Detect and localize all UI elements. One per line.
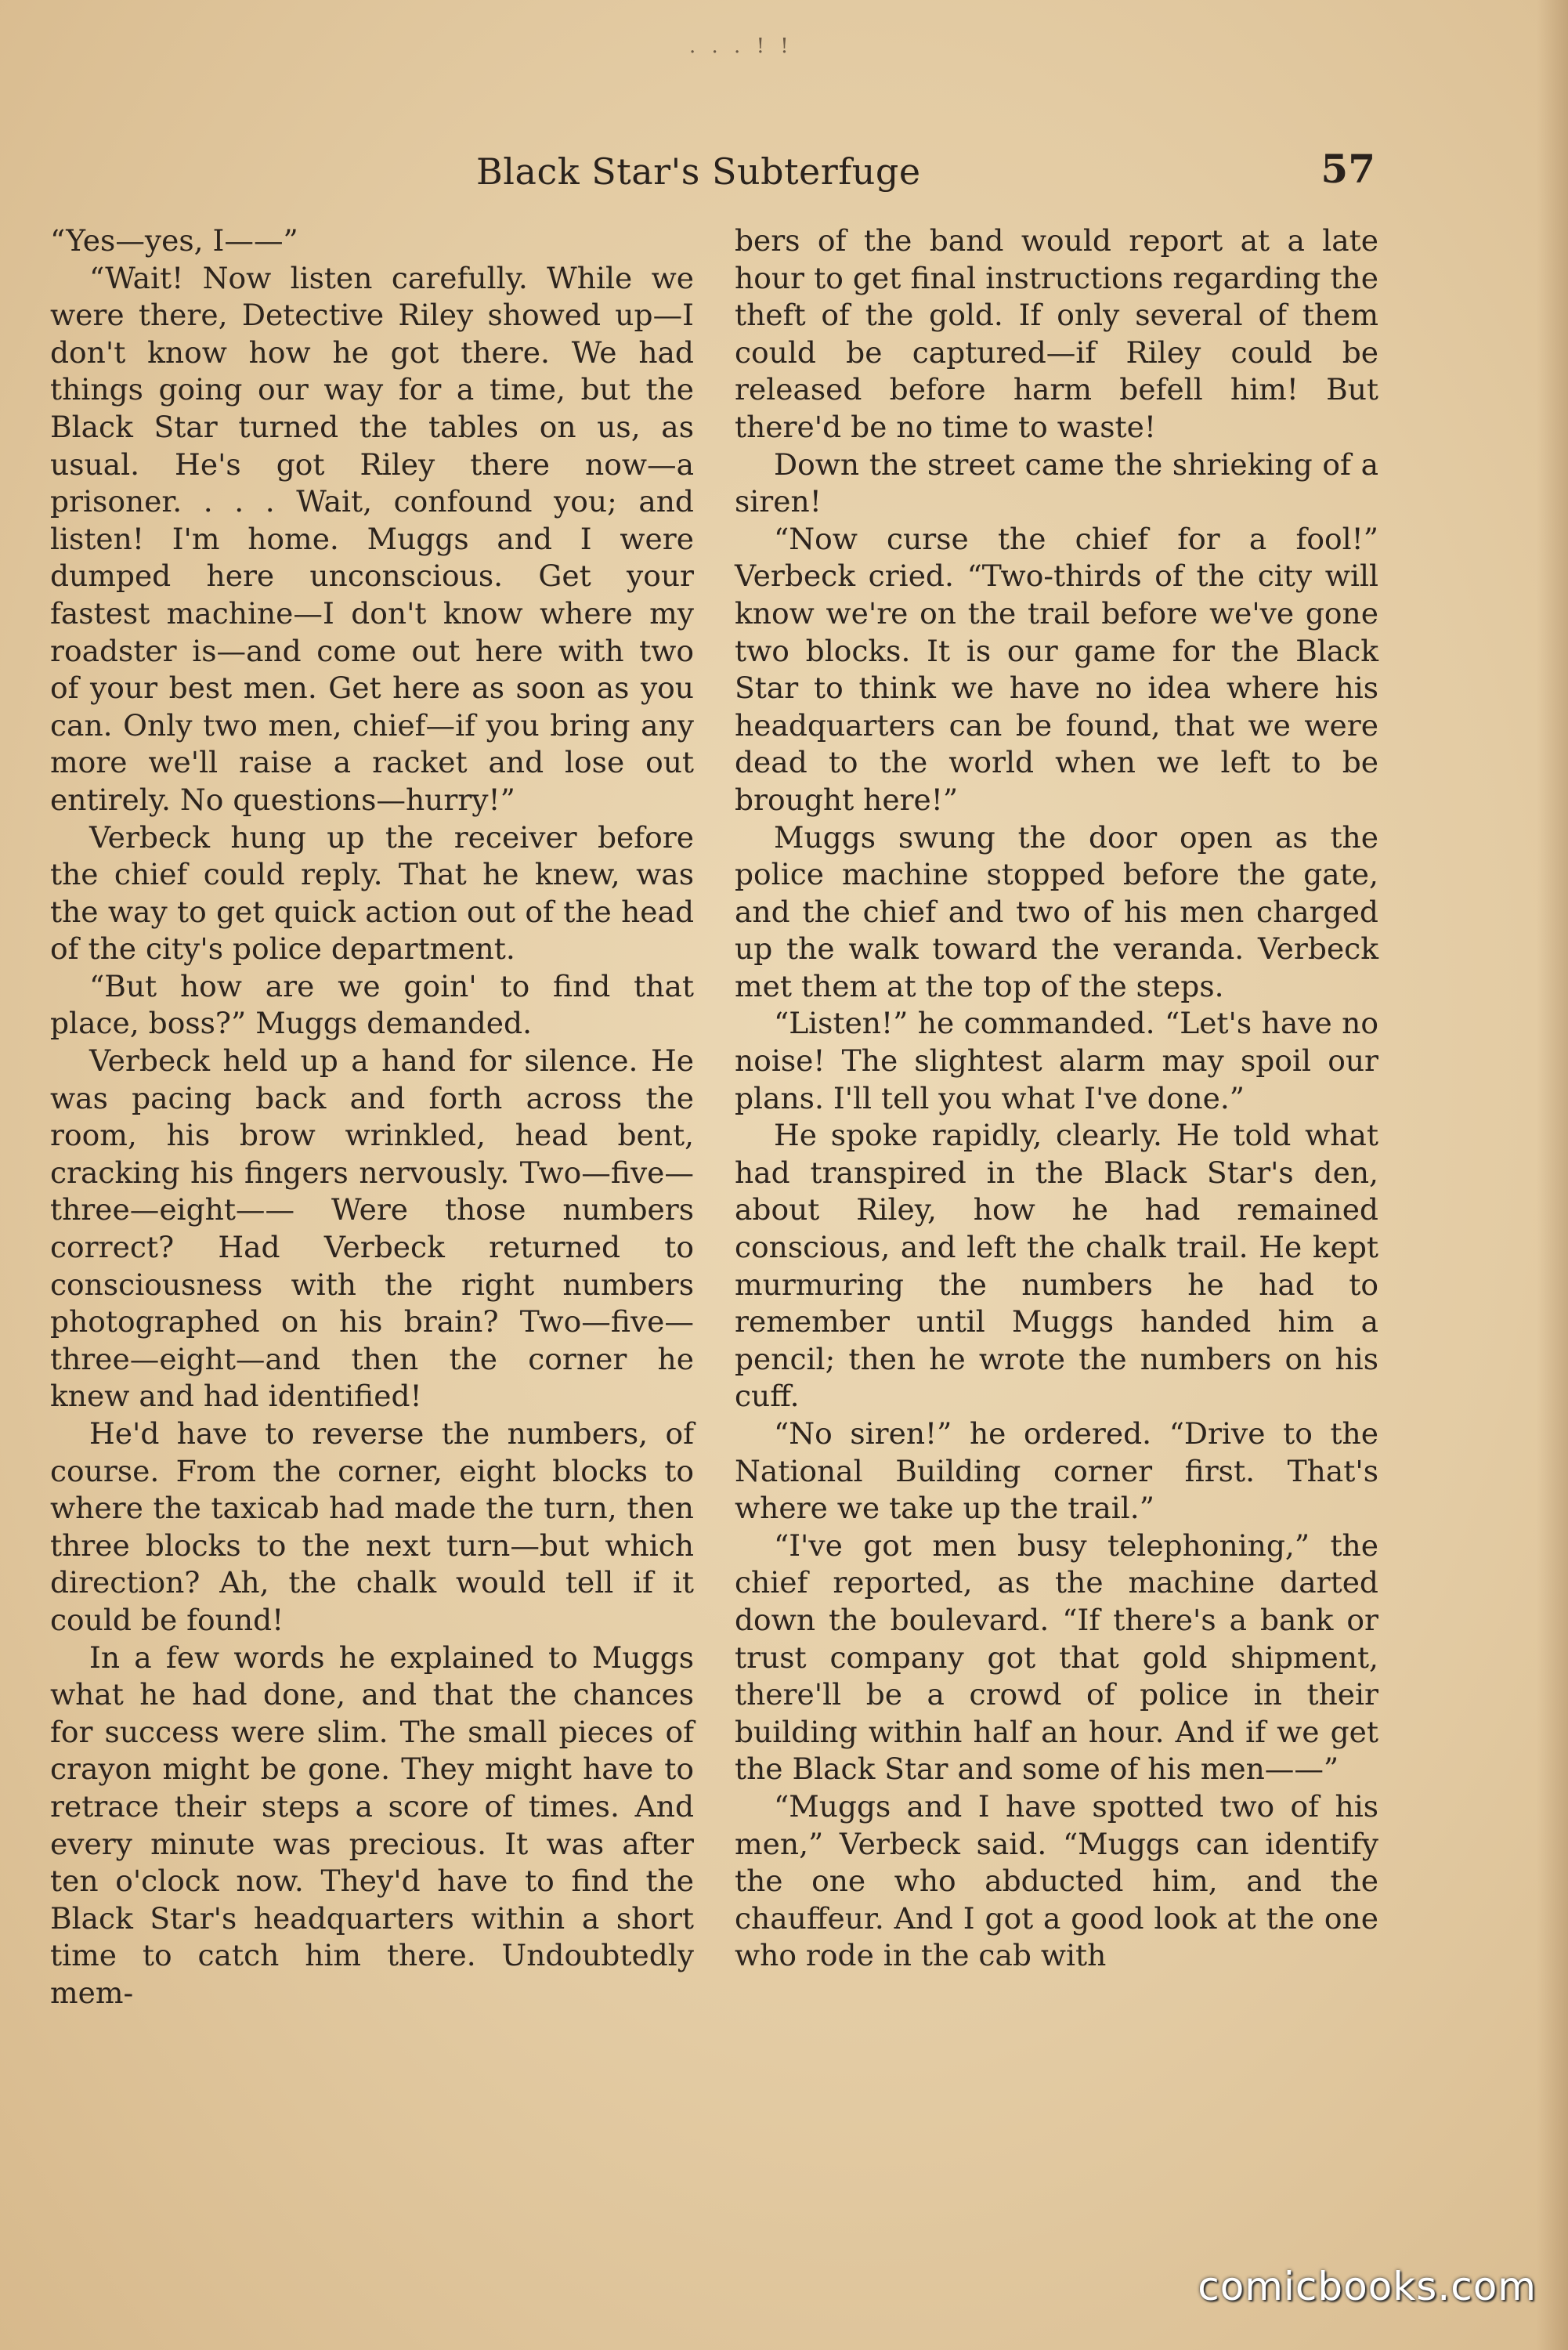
paragraph: bers of the band would report at a late hour to get final instructions regarding the theft of the gold. If only several of them could be captured—if Riley could be released before harm befell him! But there'd be no time to waste! bbox=[735, 223, 1378, 444]
paragraph: “Yes—yes, I——” bbox=[50, 223, 298, 258]
paragraph: “Listen!” he commanded. “Let's have no noise! The slightest alarm may spoil our plans. I'll tell you what I've done.” bbox=[735, 1006, 1378, 1115]
paragraph: “No siren!” he ordered. “Drive to the National Building corner first. That's where we take up the trail.” bbox=[735, 1416, 1378, 1526]
paragraph: He'd have to reverse the numbers, of course. From the corner, eight blocks to where the taxicab had made the turn, then three blocks to the next turn—but which direction? Ah, the chalk would tell if it could be found! bbox=[50, 1416, 694, 1637]
page-number: 57 bbox=[1321, 146, 1375, 192]
page-edge-shadow bbox=[1537, 0, 1568, 2350]
paragraph: In a few words he explained to Muggs what he had done, and that the chances for success were slim. The small pieces of crayon might be gone. They might have to retrace their steps a score of times. And every minute was precious. It was after ten o'clock now. They'd have to find the Black Star's headquarters within a short time to catch him there. Undoubtedly mem- bbox=[50, 1640, 694, 2010]
paragraph: Muggs swung the door open as the police machine stopped before the gate, and the chief and two of his men charged up the walk toward the veranda. Verbeck met them at the top of the steps. bbox=[735, 819, 1378, 1003]
paragraph: “Muggs and I have spotted two of his men,” Verbeck said. “Muggs can identify the one who abducted him, and the chauffeur. And I got a good look at the one who rode in the cab with bbox=[735, 1788, 1378, 1973]
right-text-column bbox=[735, 222, 1378, 1975]
paragraph: “Now curse the chief for a fool!” Verbeck cried. “Two-thirds of the city will know we're on the trail before we've gone two blocks. It is our game for the Black Star to think we have no idea where his headquarters can be found, that we were dead to the world when we left to be brought here!” bbox=[735, 521, 1378, 817]
top-ink-mark: . . . ! ! bbox=[689, 34, 793, 58]
paragraph: “Wait! Now listen carefully. While we were there, Detective Riley showed up—I don't know how he got there. We had things going our way for a time, but the Black Star turned the tables on us, as usual. He's got Riley there now—a prisoner. . . . Wait, confound you; and listen! I'm home. Muggs and I were dumped here unconscious. Get your fastest machine—I don't know where my roadster is—and come out here with two of your best men. Get here as soon as you can. Only two men, chief—if you bring any more we'll raise a racket and lose out entirely. No questions—hurry!” bbox=[50, 260, 694, 817]
paragraph: He spoke rapidly, clearly. He told what had transpired in the Black Star's den, about Riley, how he had remained conscious, and left the chalk trail. He kept murmuring the numbers he had to remember until Muggs handed him a pencil; then he wrote the numbers on his cuff. bbox=[735, 1118, 1378, 1414]
paragraph: Down the street came the shrieking of a siren! bbox=[735, 446, 1378, 519]
paragraph: “I've got men busy telephoning,” the chief reported, as the machine darted down the boulevard. “If there's a bank or trust company got that gold shipment, there'll be a crowd of police in their building within half an hour. And if we get the Black Star and some of his men——” bbox=[735, 1528, 1378, 1787]
paragraph: “But how are we goin' to find that place, boss?” Muggs demanded. bbox=[50, 968, 694, 1041]
site-watermark: comicbooks.com bbox=[1198, 2264, 1537, 2309]
paragraph: Verbeck held up a hand for silence. He was pacing back and forth across the room, his brow wrinkled, head bent, cracking his fingers nervously. Two—five—three—eight—— Were those numbers correct? Had Verbeck returned to consciousness with the right numbers photographed on his brain? Two—five—three—eight—and then the corner he knew and had identified! bbox=[50, 1043, 694, 1414]
paragraph: Verbeck hung up the receiver before the chief could reply. That he knew, was the way to get quick action out of the head of the city's police department. bbox=[50, 819, 694, 967]
running-head-title: Black Star's Subterfuge bbox=[476, 150, 921, 193]
left-text-column bbox=[50, 222, 694, 2012]
